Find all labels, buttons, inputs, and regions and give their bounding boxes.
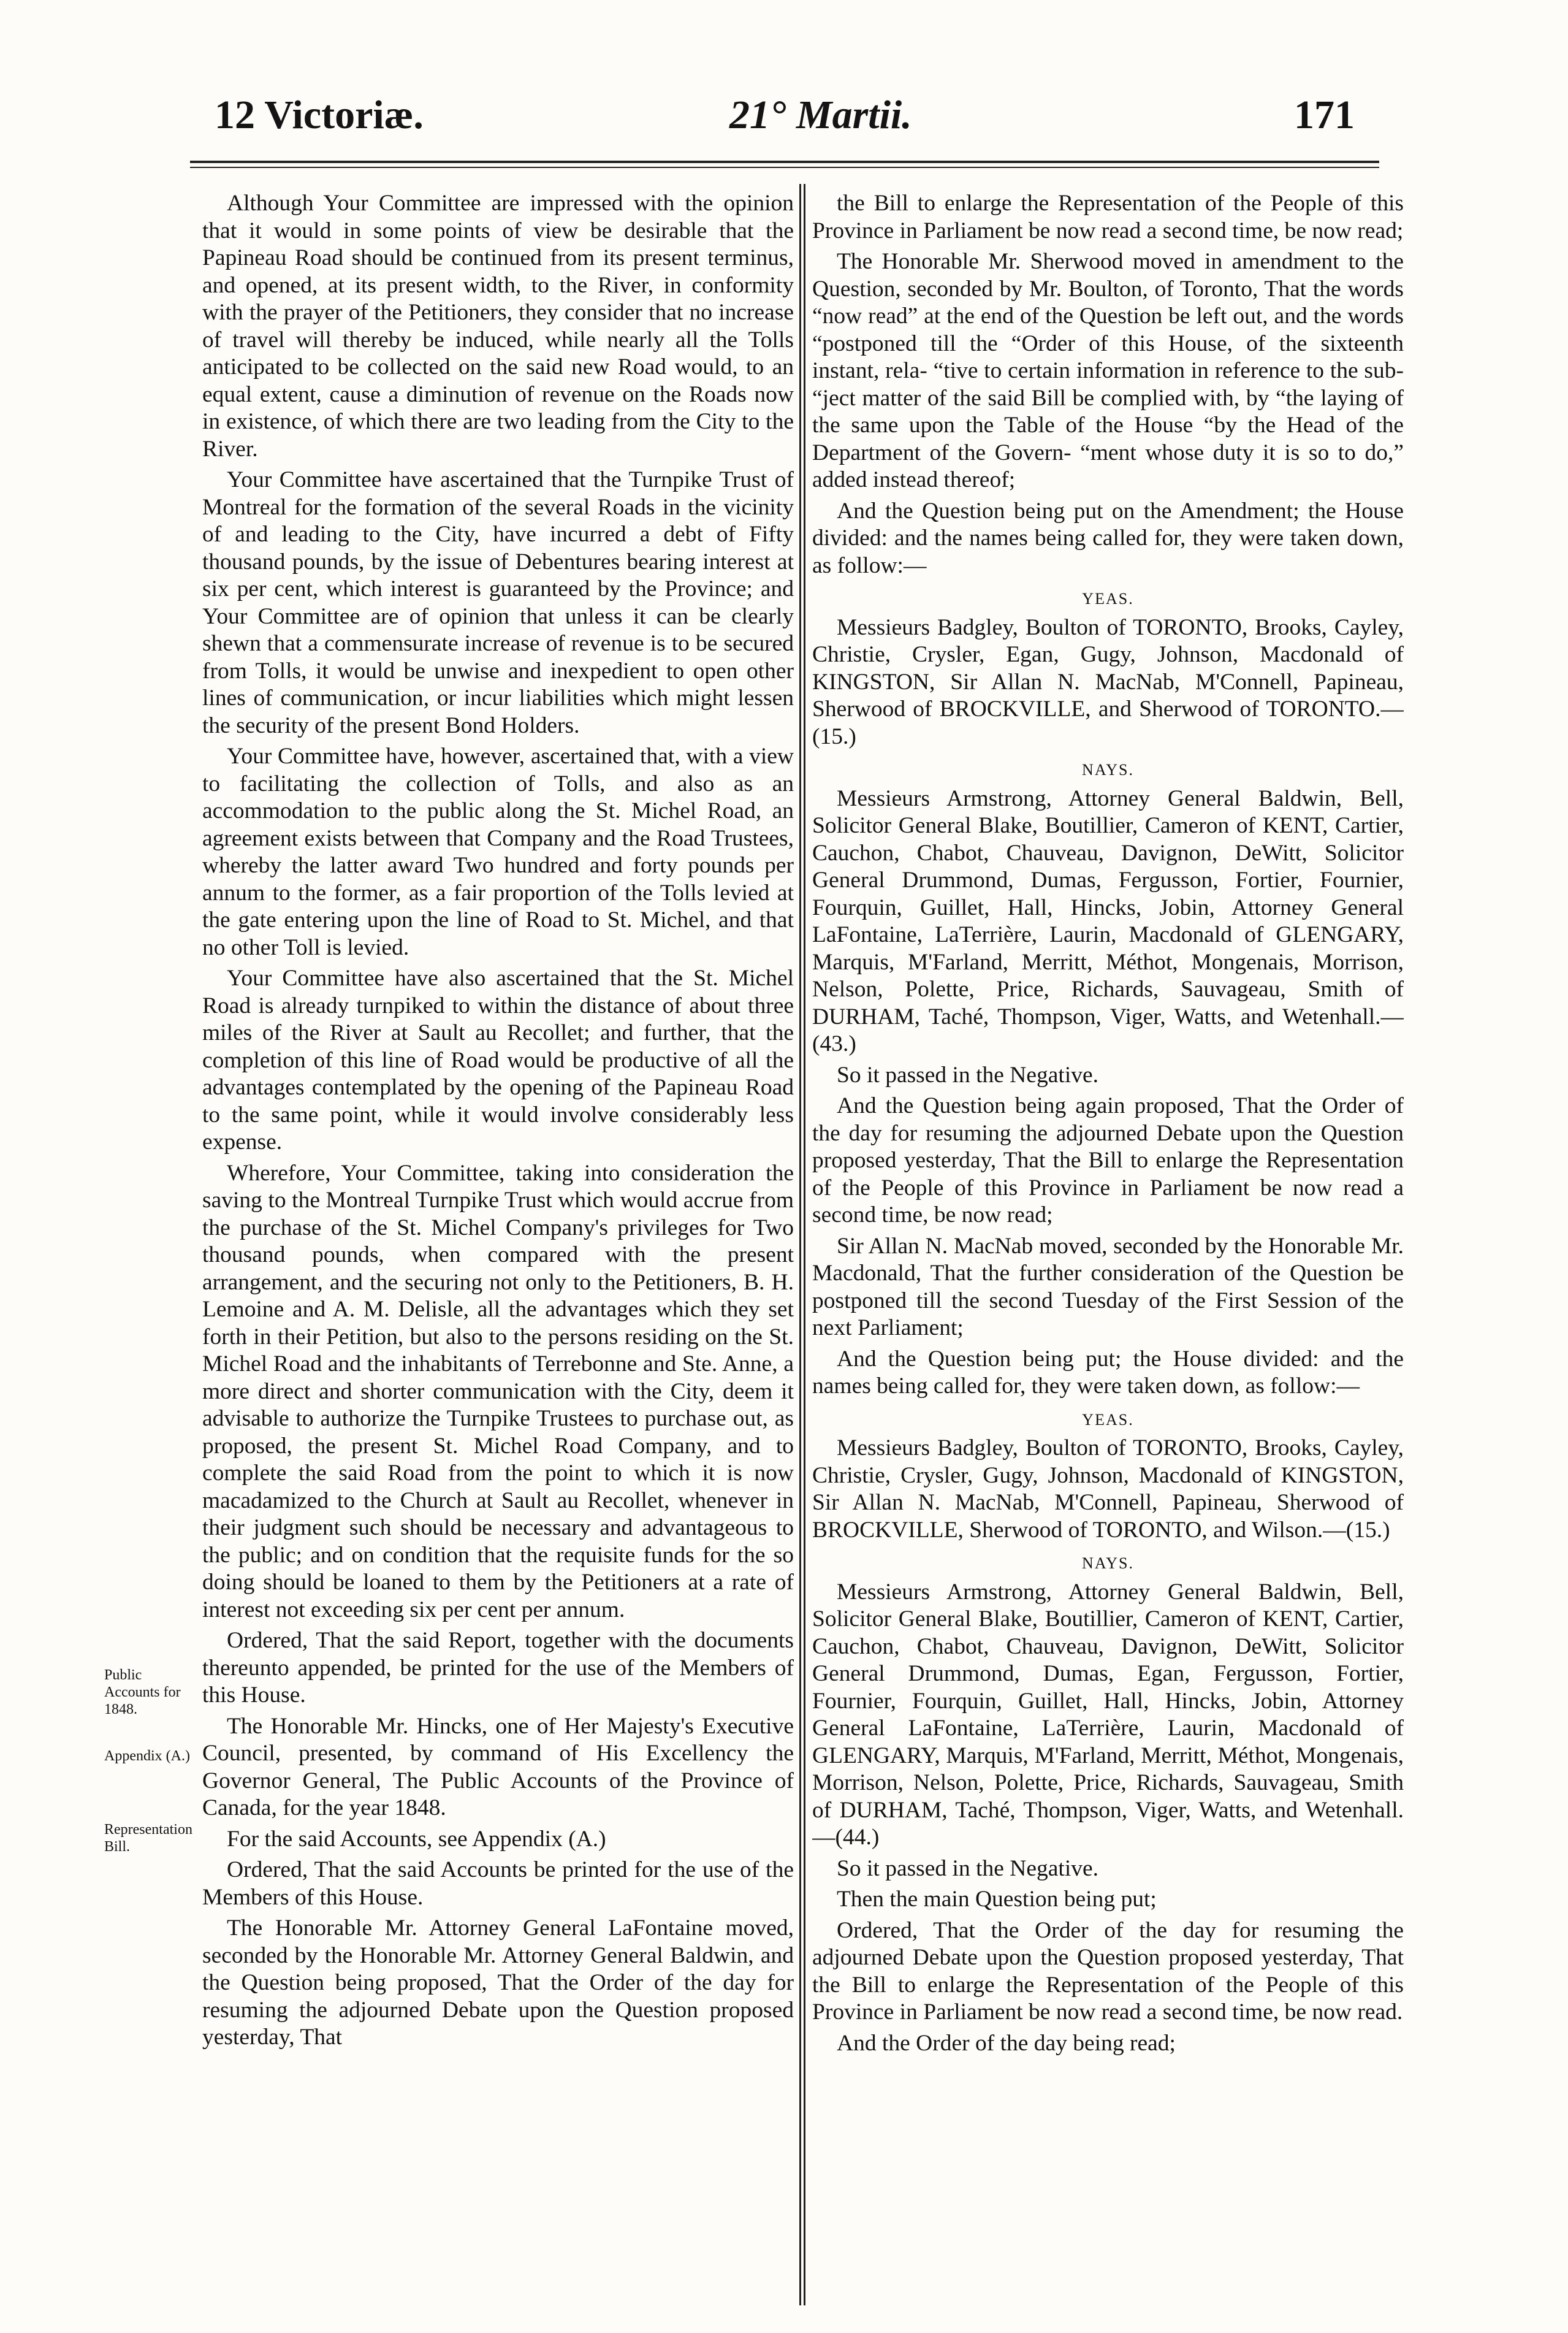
paragraph: Although Your Committee are impressed with the opinion that it would in some points of view be desirable that the Papineau Road should be continued from its present terminus, and opened, at its present width, to the River, in conformity with the prayer of the Petitioners, they consider that no increase of travel will thereby be induced, while nearly all the Tolls anticipated to be collected on the said new Road would, to an equal extent, cause a diminution of revenue on the Roads now in existence, of which there are two leading from the City to the River. xyxy=(202,191,794,462)
paragraph: Then the main Question being put; xyxy=(837,1887,1157,1912)
paragraph: And the Question being again proposed, That the Order of the day for resuming the adjourned Debate upon the Question proposed yesterday, That the Bill to enlarge the Representation of the People of this Province in Parliament be now read a second time, be now read; xyxy=(812,1093,1404,1228)
paragraph: Ordered, That the said Report, together with the documents thereunto appended, be printed for the use of the Members of this House. xyxy=(202,1628,794,1708)
header-rule xyxy=(190,161,1379,163)
yeas-heading: YEAS. xyxy=(1082,1410,1134,1429)
margin-note-representation-bill: Representation Bill. xyxy=(104,1822,192,1855)
paragraph: The Honorable Mr. Hincks, one of Her Majesty's Executive Council, presented, by command of His Excellency the Governor General, The Public Accounts of the Province of Canada, for the year 1848. xyxy=(202,1713,794,1820)
paragraph: So it passed in the Negative. xyxy=(837,1855,1099,1881)
paragraph: Your Committee have, however, ascertained that, with a view to facilitating the collection of Tolls, and also as an accommodation to the public along the St. Michel Road, an agreement exists between that Company and the Road Trustees, whereby the latter award Two hundred and forty pounds per annum to the former, as a fair proportion of the Tolls levied at the gate entering upon the line of Road to St. Michel, and that no other Toll is levied. xyxy=(202,744,794,960)
left-column xyxy=(202,190,794,2299)
header-reign: 12 Victoriæ. xyxy=(215,93,424,137)
vote-list: Messieurs Armstrong, Attorney General Baldwin, Bell, Solicitor General Blake, Boutillier, Cameron of KENT, Cartier, Cauchon, Chabot, Chauveau, Davignon, DeWitt, Solicitor General Drummond, Dumas, Fergusson, Fortier, Fournier, Fourquin, Guillet, Hall, Hincks, Jobin, Attorney General LaFontaine, LaTerrière, Laurin, Macdonald of GLENGARY, Marquis, M'Farland, Merritt, Méthot, Mongenais, Morrison, Nelson, Polette, Price, Richards, Sauvageau, Smith of DURHAM, Taché, Thompson, Viger, Watts, and Wetenhall.—(43.) xyxy=(812,785,1404,1056)
running-header xyxy=(178,92,1404,147)
paragraph: the Bill to enlarge the Representation of the People of this Province in Parliament be now read a second time, be now read; xyxy=(812,191,1404,243)
paragraph: Ordered, That the said Accounts be printed for the use of the Members of this House. xyxy=(202,1857,794,1910)
paragraph: So it passed in the Negative. xyxy=(837,1062,1099,1088)
vote-list: Messieurs Armstrong, Attorney General Baldwin, Bell, Solicitor General Blake, Boutillier, Cameron of KENT, Cartier, Cauchon, Chabot, Chauveau, Davignon, DeWitt, Solicitor General Drummond, Dumas, Egan, Fergusson, Fortier, Fournier, Fourquin, Guillet, Hall, Hincks, Jobin, Attorney General LaFontaine, LaTerrière, Laurin, Macdonald of GLENGARY, Marquis, M'Farland, Merritt, Méthot, Mongenais, Morrison, Nelson, Polette, Price, Richards, Sauvageau, Smith of DURHAM, Taché, Thompson, Viger, Watts, and Wetenhall.—(44.) xyxy=(812,1579,1404,1850)
paragraph: Your Committee have also ascertained that the St. Michel Road is already turnpiked to within the distance of about three miles of the River at Sault au Recollet; and further, that the completion of this line of Road would be productive of all the advantages contemplated by the opening of the Papineau Road to the same point, while it would involve considerably less expense. xyxy=(202,966,794,1155)
paragraph: And the Question being put on the Amendment; the House divided: and the names being called for, they were taken down, as follow:— xyxy=(812,498,1404,578)
column-divider xyxy=(799,184,805,2305)
header-rule-thin xyxy=(190,167,1379,168)
paragraph: For the said Accounts, see Appendix (A.) xyxy=(227,1826,606,1852)
paragraph: The Honorable Mr. Attorney General LaFontaine moved, seconded by the Honorable Mr. Attorney General Baldwin, and the Question being proposed, That the Order of the day for resuming the adjourned Debate upon the Question proposed yesterday, That xyxy=(202,1915,794,2050)
right-column xyxy=(812,190,1404,2299)
header-date: 21° Martii. xyxy=(729,93,912,137)
margin-note-public-accounts: Public Accounts for 1848. xyxy=(104,1667,181,1717)
vote-list: Messieurs Badgley, Boulton of TORONTO, Brooks, Cayley, Christie, Crysler, Egan, Gugy, Johnson, Macdonald of KINGSTON, Sir Allan N. MacNab, M'Connell, Papineau, Sherwood of BROCKVILLE, and Sherwood of TORONTO.—(15.) xyxy=(812,614,1404,749)
paragraph: And the Order of the day being read; xyxy=(837,2030,1176,2056)
paragraph: Wherefore, Your Committee, taking into consideration the saving to the Montreal Turnpike Trust which would accrue from the purchase of the St. Michel Company's privileges for Two thousand pounds, when compared with the present arrangement, and the securing not only to the Petitioners, B. H. Lemoine and A. M. Delisle, all the advantages which they set forth in their Petition, but also to the persons residing on the St. Michel Road and the inhabitants of Terrebonne and Ste. Anne, a more direct and shorter communication with the City, deem it advisable to authorize the Turnpike Trustees to purchase out, as proposed, the present St. Michel Road Company, and to complete the said Road from the point to which it is now macadamized to the Church at Sault au Recollet, whenever in their judgment such should be necessary and advantageous to the public; and on condition that the requisite funds for the so doing should be loaned to them by the Petitioners at a rate of interest not exceeding six per cent per annum. xyxy=(202,1160,794,1622)
page-number: 171 xyxy=(1294,93,1355,137)
paragraph: And the Question being put; the House divided: and the names being called for, they were taken down, as follow:— xyxy=(812,1346,1404,1399)
paragraph: The Honorable Mr. Sherwood moved in amendment to the Question, seconded by Mr. Boulton, of Toronto, That the words “now read” at the end of the Question be left out, and the words “postponed till the “Order of this House, of the sixteenth instant, rela- “tive to certain information in reference to the sub- “ject matter of the said Bill be complied with, by “the laying of the same upon the Table of the House “by the Head of the Department of the Govern- “ment whose duty it is so to do,” added instead thereof; xyxy=(812,249,1404,492)
vote-list: Messieurs Badgley, Boulton of TORONTO, Brooks, Cayley, Christie, Crysler, Gugy, Johnson, Macdonald of KINGSTON, Sir Allan N. MacNab, M'Connell, Papineau, Sherwood of BROCKVILLE, Sherwood of TORONTO, and Wilson.—(15.) xyxy=(812,1435,1404,1543)
paragraph: Your Committee have ascertained that the Turnpike Trust of Montreal for the formation of the several Roads in the vicinity of and leading to the City, have incurred a debt of Fifty thousand pounds, by the issue of Debentures bearing interest at six per cent, which interest is guaranteed by the Province; and Your Committee are of opinion that unless it can be clearly shewn that a commensurate increase of revenue is to be secured from Tolls, it would be unwise and inexpedient to open other lines of communication, or incur liabilities which might lessen the security of the present Bond Holders. xyxy=(202,467,794,738)
paragraph: Sir Allan N. MacNab moved, seconded by the Honorable Mr. Macdonald, That the further consideration of the Question be postponed till the second Tuesday of the First Session of the next Parliament; xyxy=(812,1233,1404,1340)
margin-note-appendix: Appendix (A.) xyxy=(104,1748,190,1764)
nays-heading: NAYS. xyxy=(1082,1554,1134,1572)
yeas-heading: YEAS. xyxy=(1082,590,1134,608)
nays-heading: NAYS. xyxy=(1082,761,1134,779)
paragraph: Ordered, That the Order of the day for resuming the adjourned Debate upon the Question proposed yesterday, That the Bill to enlarge the Representation of the People of this Province in Parliament be now read a second time, be now read. xyxy=(812,1917,1404,2025)
